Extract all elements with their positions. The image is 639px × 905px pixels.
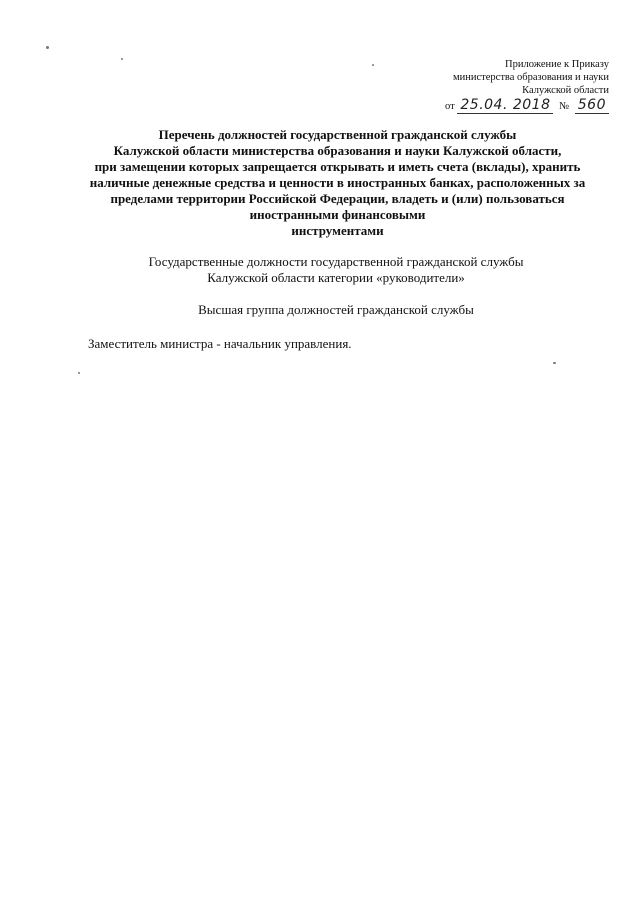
group-heading: Высшая группа должностей гражданской службы [198, 302, 474, 317]
category-line: Калужской области категории «руководители» [207, 270, 465, 285]
position-entry: Заместитель министра - начальник управления. [88, 336, 352, 351]
title-line: пределами территории Российской Федерации, владеть и (или) пользоваться [110, 191, 565, 206]
appendix-line: Калужской области [522, 85, 609, 96]
title-line: Калужской области министерства образования и науки Калужской области, [113, 143, 562, 158]
scan-speck [46, 46, 49, 49]
title-line: наличные денежные средства и ценности в иностранных банках, расположенных за [89, 175, 586, 190]
document-title [40, 127, 635, 239]
title-line: инструментами [291, 223, 384, 238]
category-line: Государственные должности государственной гражданской службы [148, 254, 524, 269]
scan-speck [78, 372, 80, 374]
title-line: при замещении которых запрещается открывать и иметь счета (вклады), хранить [94, 159, 581, 174]
appendix-line: министерства образования и науки [453, 72, 609, 83]
appendix-block [445, 58, 609, 113]
title-line: иностранными финансовыми [249, 207, 426, 222]
scan-speck [372, 64, 374, 66]
order-number-handwritten: 560 [575, 97, 609, 114]
order-prefix: от [445, 101, 455, 112]
order-date-handwritten: 25.04. 2018 [457, 97, 553, 114]
title-line: Перечень должностей государственной гражданской службы [158, 127, 517, 142]
scan-speck [553, 362, 556, 364]
number-sign: № [559, 101, 570, 112]
scan-speck [121, 58, 123, 60]
appendix-line: Приложение к Приказу [505, 59, 609, 70]
category-heading [30, 254, 639, 286]
order-reference [445, 98, 609, 113]
